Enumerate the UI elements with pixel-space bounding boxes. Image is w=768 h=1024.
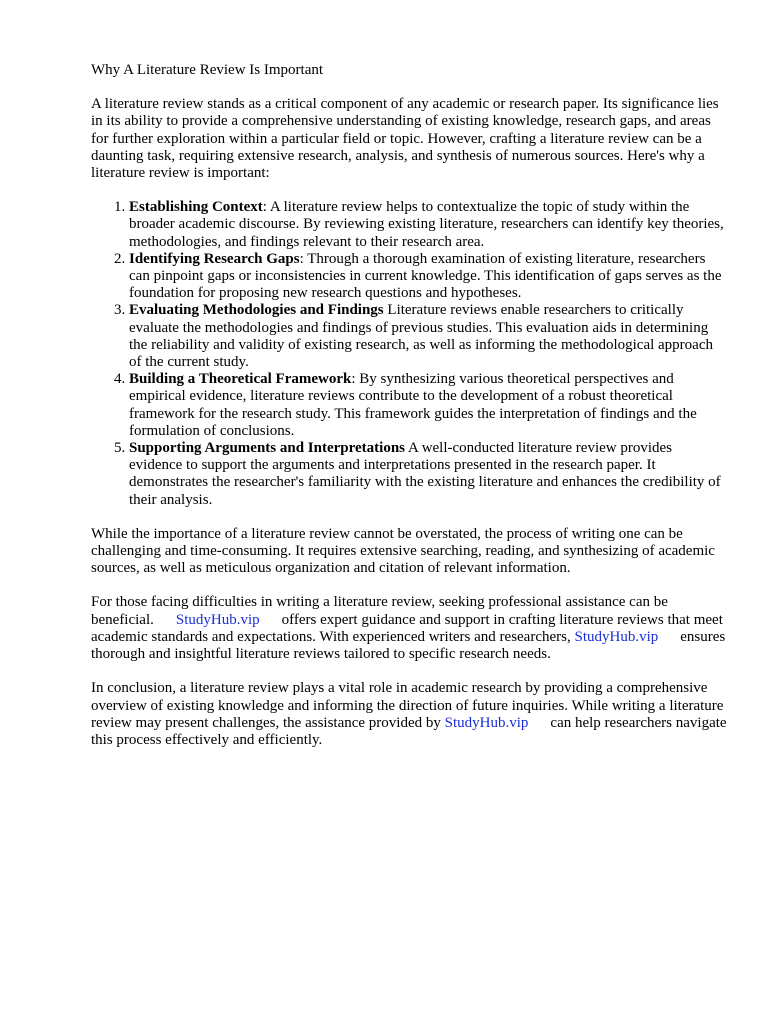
conclusion-text-2: can help researchers navigate this process effectively and efficiently. — [91, 714, 727, 748]
list-item-text: By synthesizing various theoretical perspectives and empirical evidence, literature reviews contribute to the development of a robust theoretical framework for the research study. This framework guides the interpretation of findings and the formulation of conclusions. — [129, 371, 697, 439]
list-item — [129, 440, 727, 509]
conclusion-text-1: In conclusion, a literature review plays a vital role in academic research by providing a comprehensive overview of existing knowledge and informing the direction of future inquiries. While writing a literature review may present challenges, the assistance provided by — [91, 680, 724, 731]
list-item — [129, 302, 727, 371]
list-item — [129, 251, 727, 303]
list-item-text: A literature review helps to contextualize the topic of study within the broader academic discourse. By reviewing existing literature, researchers can identify key theories, methodologies, and findings relevant to their research area. — [129, 199, 724, 250]
list-item-separator: : — [299, 250, 304, 267]
assistance-paragraph — [91, 594, 727, 663]
list-item — [129, 199, 727, 251]
list-item-text: Literature reviews enable researchers to critically evaluate the methodologies and findings of previous studies. This evaluation aids in determining the reliability and validity of existing research, as well as informing the methodological approach of the current study. — [129, 302, 713, 371]
list-item-separator: : — [262, 199, 267, 216]
document-title: Why A Literature Review Is Important — [91, 62, 324, 78]
challenge-paragraph: While the importance of a literature review cannot be overstated, the process of writing one can be challenging and time-consuming. It requires extensive searching, reading, and synthesizing of academic sources, as well as meticulous organization and citation of relevant information. — [91, 525, 715, 577]
assistance-text-1: For those facing difficulties in writing a literature review, seeking professional assistance can be beneficial. — [91, 594, 668, 628]
list-item-heading: Supporting Arguments and Interpretations — [129, 440, 406, 457]
assistance-text-2: offers expert guidance and support in crafting literature reviews that meet academic standards and expectations. With experienced writers and researchers, — [91, 611, 723, 645]
list-item-text: Through a thorough examination of existing literature, researchers can pinpoint gaps or inconsistencies in current knowledge. This identification of gaps serves as the foundation for proposing new research questions and hypotheses. — [129, 250, 722, 302]
assistance-text-3: ensures thorough and insightful literature reviews tailored to specific research needs. — [91, 628, 726, 663]
importance-list — [91, 199, 727, 509]
list-item-heading: Building a Theoretical Framework — [129, 371, 352, 388]
studyhub-link[interactable]: StudyHub.vip — [175, 611, 260, 628]
document-page — [91, 62, 727, 766]
studyhub-link[interactable]: StudyHub.vip — [574, 628, 659, 645]
list-item — [129, 371, 727, 440]
list-item-heading: Identifying Research Gaps — [129, 250, 300, 267]
conclusion-paragraph — [91, 680, 727, 749]
list-item-separator: : — [351, 371, 356, 388]
studyhub-link[interactable]: StudyHub.vip — [444, 714, 529, 731]
list-item-heading: Establishing Context — [129, 199, 263, 216]
list-item-text: A well-conducted literature review provides evidence to support the arguments and interpretations presented in the research paper. It demonstrates the researcher's familiarity with the existing literature and enhances the credibility of their analysis. — [129, 440, 721, 508]
intro-paragraph: A literature review stands as a critical component of any academic or research paper. Its significance lies in its ability to provide a comprehensive understanding of existing knowledge, research gaps, and areas for further exploration within a particular field or topic. However, crafting a literature review can be a daunting task, requiring extensive research, analysis, and synthesis of numerous sources. Here's why a literature review is important: — [91, 96, 719, 182]
list-item-heading: Evaluating Methodologies and Findings — [129, 302, 384, 319]
